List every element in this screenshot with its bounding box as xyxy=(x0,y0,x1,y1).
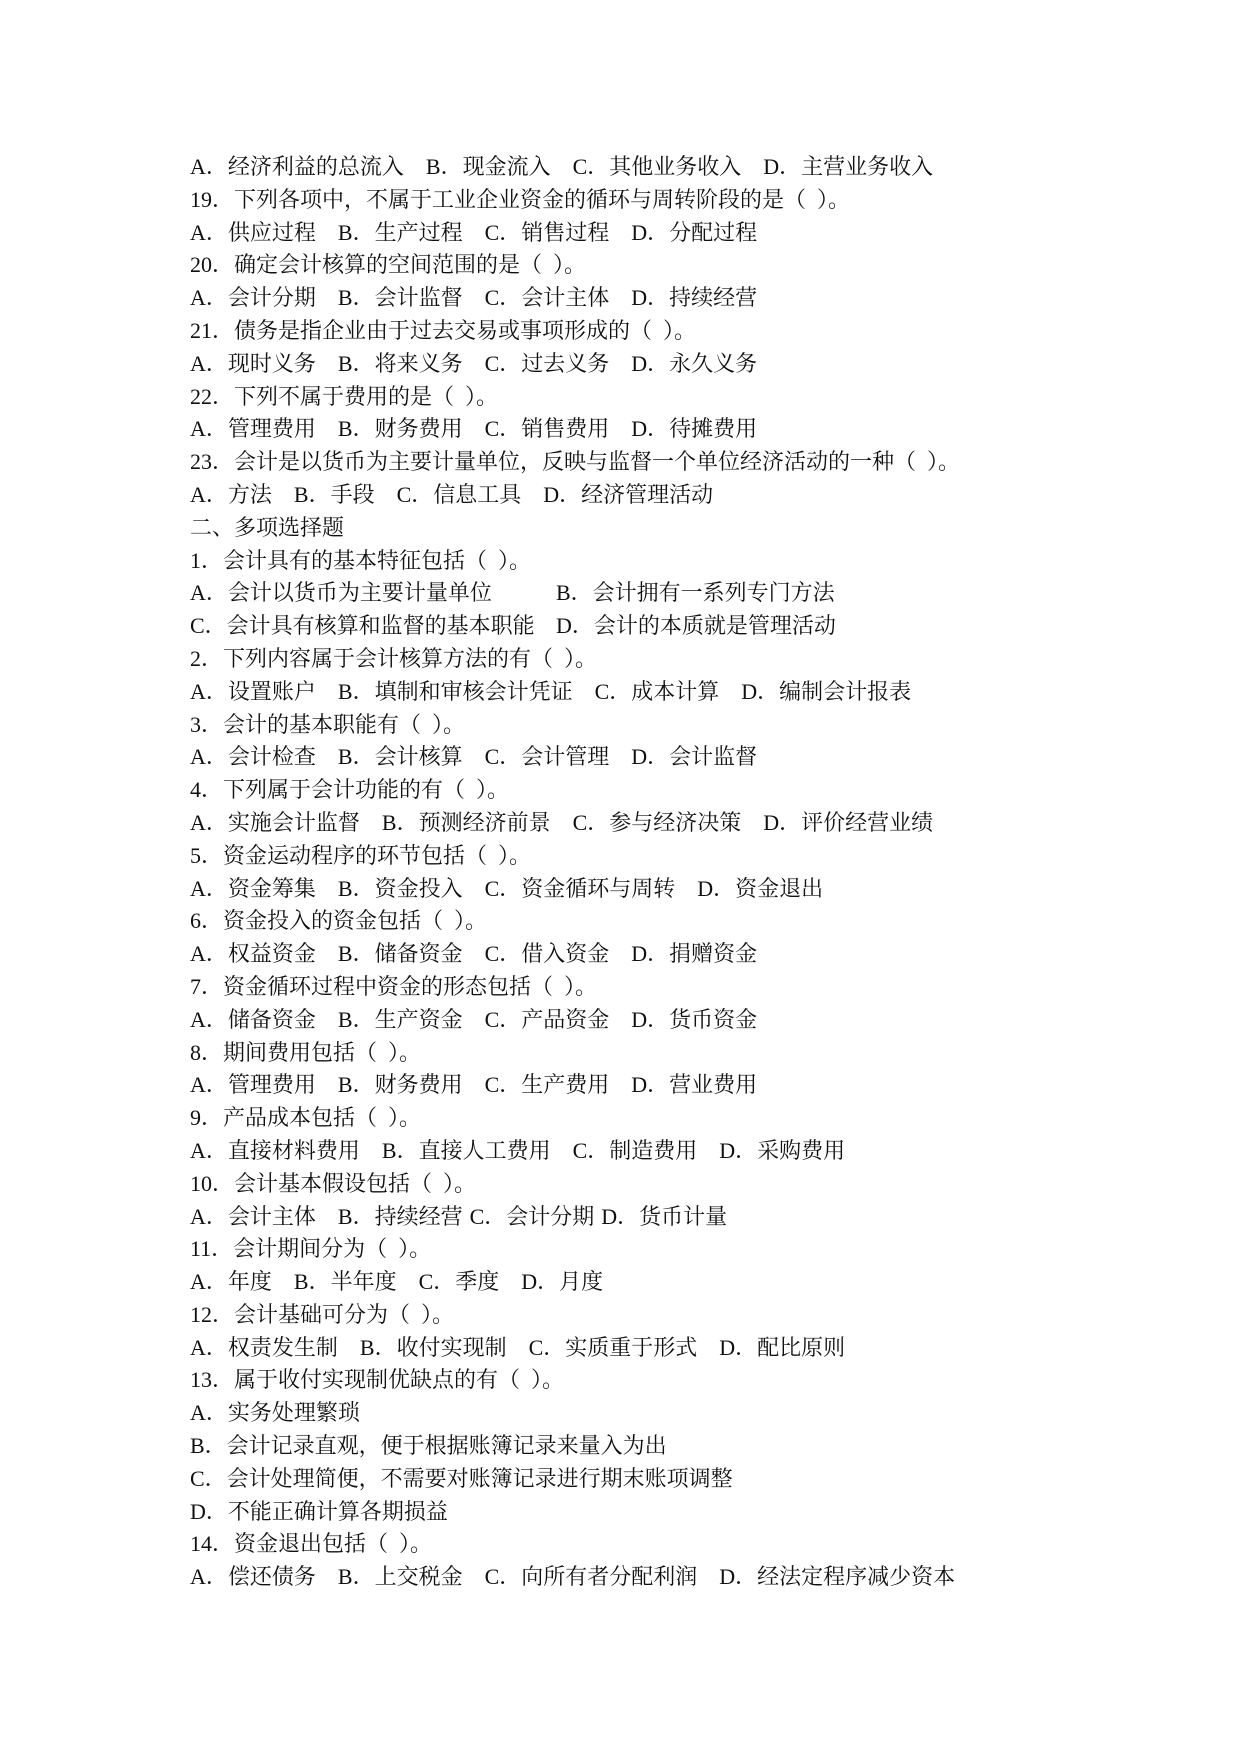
options-22 xyxy=(190,413,1241,446)
options-m1-row1 xyxy=(190,577,1241,610)
question-m10: 10．会计基本假设包括（ ）。 xyxy=(190,1170,477,1196)
m1-option-a: A．会计以货币为主要计量单位 xyxy=(190,580,492,606)
question-23: 23．会计是以货币为主要计量单位，反映与监督一个单位经济活动的一种（ ）。 xyxy=(190,449,961,475)
options-m10 xyxy=(190,1201,1241,1234)
q19-option-a: A．供应过程 xyxy=(190,219,316,245)
m14-option-b: B．上交税金 xyxy=(337,1564,463,1590)
m12-option-c: C．实质重于形式 xyxy=(528,1334,698,1360)
question-m7: 7．资金循环过程中资金的形态包括（ ）。 xyxy=(190,973,598,999)
m9-option-a: A．直接材料费用 xyxy=(190,1137,360,1163)
m9-option-c: C．制造费用 xyxy=(572,1137,698,1163)
m14-option-d: D．经法定程序减少资本 xyxy=(719,1564,956,1590)
options-m8 xyxy=(190,1069,1241,1102)
m8-option-c: C．生产费用 xyxy=(484,1072,610,1098)
m7-option-d: D．货币资金 xyxy=(631,1006,758,1032)
question-m13: 13．属于收付实现制优缺点的有（ ）。 xyxy=(190,1367,565,1393)
options-21 xyxy=(190,348,1241,381)
q21-option-d: D．永久义务 xyxy=(631,350,758,376)
q19-option-c: C．销售过程 xyxy=(484,219,610,245)
options-m9 xyxy=(190,1135,1241,1168)
options-m12 xyxy=(190,1332,1241,1365)
m11-option-c: C．季度 xyxy=(418,1269,500,1295)
m3-option-a: A．会计检查 xyxy=(190,744,316,770)
m10-option-c: C．会计分期 xyxy=(469,1203,595,1229)
m5-option-c: C．资金循环与周转 xyxy=(484,875,676,901)
question-m2: 2．下列内容属于会计核算方法的有（ ）。 xyxy=(190,645,598,671)
m8-option-d: D．营业费用 xyxy=(631,1072,758,1098)
m5-option-a: A．资金筹集 xyxy=(190,875,316,901)
m9-option-b: B．直接人工费用 xyxy=(381,1137,551,1163)
m12-option-d: D．配比原则 xyxy=(719,1334,846,1360)
q21-option-c: C．过去义务 xyxy=(484,350,610,376)
question-m12: 12．会计基础可分为（ ）。 xyxy=(190,1301,455,1327)
m12-option-a: A．权责发生制 xyxy=(190,1334,338,1360)
q21-option-a: A．现时义务 xyxy=(190,350,316,376)
m6-option-c: C．借入资金 xyxy=(484,941,610,967)
question-m3: 3．会计的基本职能有（ ）。 xyxy=(190,711,466,737)
question-22: 22．下列不属于费用的是（ ）。 xyxy=(190,383,499,409)
m5-option-b: B．资金投入 xyxy=(337,875,463,901)
m7-option-c: C．产品资金 xyxy=(484,1006,610,1032)
options-m4 xyxy=(190,807,1241,840)
question-m6: 6．资金投入的资金包括（ ）。 xyxy=(190,908,488,934)
m13-option-c: C．会计处理简便，不需要对账簿记录进行期末账项调整 xyxy=(190,1465,733,1491)
q22-option-c: C．销售费用 xyxy=(484,416,610,442)
question-20: 20．确定会计核算的空间范围的是（ ）。 xyxy=(190,252,587,278)
options-m6 xyxy=(190,938,1241,971)
question-m4: 4．下列属于会计功能的有（ ）。 xyxy=(190,777,510,803)
m6-option-a: A．权益资金 xyxy=(190,941,316,967)
question-m8: 8．期间费用包括（ ）。 xyxy=(190,1039,422,1065)
m4-option-b: B．预测经济前景 xyxy=(381,809,551,835)
question-19: 19．下列各项中，不属于工业企业资金的循环与周转阶段的是（ ）。 xyxy=(190,186,851,212)
q22-option-d: D．待摊费用 xyxy=(631,416,758,442)
options-continued xyxy=(190,151,1241,184)
options-m7 xyxy=(190,1004,1241,1037)
options-m1-row2 xyxy=(190,610,1241,643)
m2-option-d: D．编制会计报表 xyxy=(741,678,912,704)
options-19 xyxy=(190,217,1241,250)
question-21: 21．债务是指企业由于过去交易或事项形成的（ ）。 xyxy=(190,317,697,343)
q19-option-b: B．生产过程 xyxy=(337,219,463,245)
q22-option-b: B．财务费用 xyxy=(337,416,463,442)
q23-option-d: D．经济管理活动 xyxy=(543,481,714,507)
q23-option-b: B．手段 xyxy=(293,481,375,507)
options-m11 xyxy=(190,1266,1241,1299)
m8-option-b: B．财务费用 xyxy=(337,1072,463,1098)
continued-option-a: A．经济利益的总流入 xyxy=(190,154,404,179)
q19-option-d: D．分配过程 xyxy=(631,219,758,245)
m1-option-b: B．会计拥有一系列专门方法 xyxy=(556,580,835,606)
m4-option-c: C．参与经济决策 xyxy=(572,809,742,835)
q23-option-c: C．信息工具 xyxy=(396,481,522,507)
m2-option-b: B．填制和审核会计凭证 xyxy=(337,678,573,704)
options-m3 xyxy=(190,741,1241,774)
m3-option-c: C．会计管理 xyxy=(484,744,610,770)
question-m5: 5．资金运动程序的环节包括（ ）。 xyxy=(190,842,532,868)
m6-option-b: B．储备资金 xyxy=(337,941,463,967)
m2-option-c: C．成本计算 xyxy=(594,678,720,704)
m13-option-d: D．不能正确计算各期损益 xyxy=(190,1498,448,1524)
continued-option-d: D．主营业务收入 xyxy=(763,154,934,179)
m1-option-d: D．会计的本质就是管理活动 xyxy=(556,613,836,639)
m3-option-d: D．会计监督 xyxy=(631,744,758,770)
section-heading-multiple-choice: 二、多项选择题 xyxy=(190,514,345,540)
options-20 xyxy=(190,282,1241,315)
m4-option-d: D．评价经营业绩 xyxy=(763,809,934,835)
m10-option-b: B．持续经营 xyxy=(337,1203,463,1229)
options-m14 xyxy=(190,1561,1241,1594)
m3-option-b: B．会计核算 xyxy=(337,744,463,770)
q22-option-a: A．管理费用 xyxy=(190,416,316,442)
m10-option-a: A．会计主体 xyxy=(190,1203,316,1229)
options-23 xyxy=(190,479,1241,512)
q20-option-d: D．持续经营 xyxy=(631,285,758,311)
m13-option-a: A．实务处理繁琐 xyxy=(190,1400,360,1426)
question-m11: 11．会计期间分为（ ）。 xyxy=(190,1236,432,1262)
m10-option-d: D．货币计量 xyxy=(601,1203,728,1229)
q21-option-b: B．将来义务 xyxy=(337,350,463,376)
m4-option-a: A．实施会计监督 xyxy=(190,809,360,835)
m11-option-d: D．月度 xyxy=(521,1269,604,1295)
q20-option-a: A．会计分期 xyxy=(190,285,316,311)
m5-option-d: D．资金退出 xyxy=(697,875,824,901)
m12-option-b: B．收付实现制 xyxy=(359,1334,507,1360)
q23-option-a: A．方法 xyxy=(190,481,272,507)
q20-option-b: B．会计监督 xyxy=(337,285,463,311)
options-m5 xyxy=(190,873,1241,906)
m8-option-a: A．管理费用 xyxy=(190,1072,316,1098)
question-m14: 14．资金退出包括（ ）。 xyxy=(190,1531,433,1557)
m11-option-b: B．半年度 xyxy=(293,1269,397,1295)
m7-option-b: B．生产资金 xyxy=(337,1006,463,1032)
continued-option-b: B．现金流入 xyxy=(425,154,551,179)
m11-option-a: A．年度 xyxy=(190,1269,272,1295)
m1-option-c: C．会计具有核算和监督的基本职能 xyxy=(190,613,535,639)
m7-option-a: A．储备资金 xyxy=(190,1006,316,1032)
m6-option-d: D．捐赠资金 xyxy=(631,941,758,967)
q20-option-c: C．会计主体 xyxy=(484,285,610,311)
m13-option-b: B．会计记录直观，便于根据账簿记录来量入为出 xyxy=(190,1433,667,1459)
continued-option-c: C．其他业务收入 xyxy=(572,154,742,179)
question-m9: 9．产品成本包括（ ）。 xyxy=(190,1105,422,1131)
m14-option-c: C．向所有者分配利润 xyxy=(484,1564,698,1590)
m9-option-d: D．采购费用 xyxy=(719,1137,846,1163)
m2-option-a: A．设置账户 xyxy=(190,678,316,704)
options-m2 xyxy=(190,676,1241,709)
m14-option-a: A．偿还债务 xyxy=(190,1564,316,1590)
question-m1: 1．会计具有的基本特征包括（ ）。 xyxy=(190,547,532,573)
